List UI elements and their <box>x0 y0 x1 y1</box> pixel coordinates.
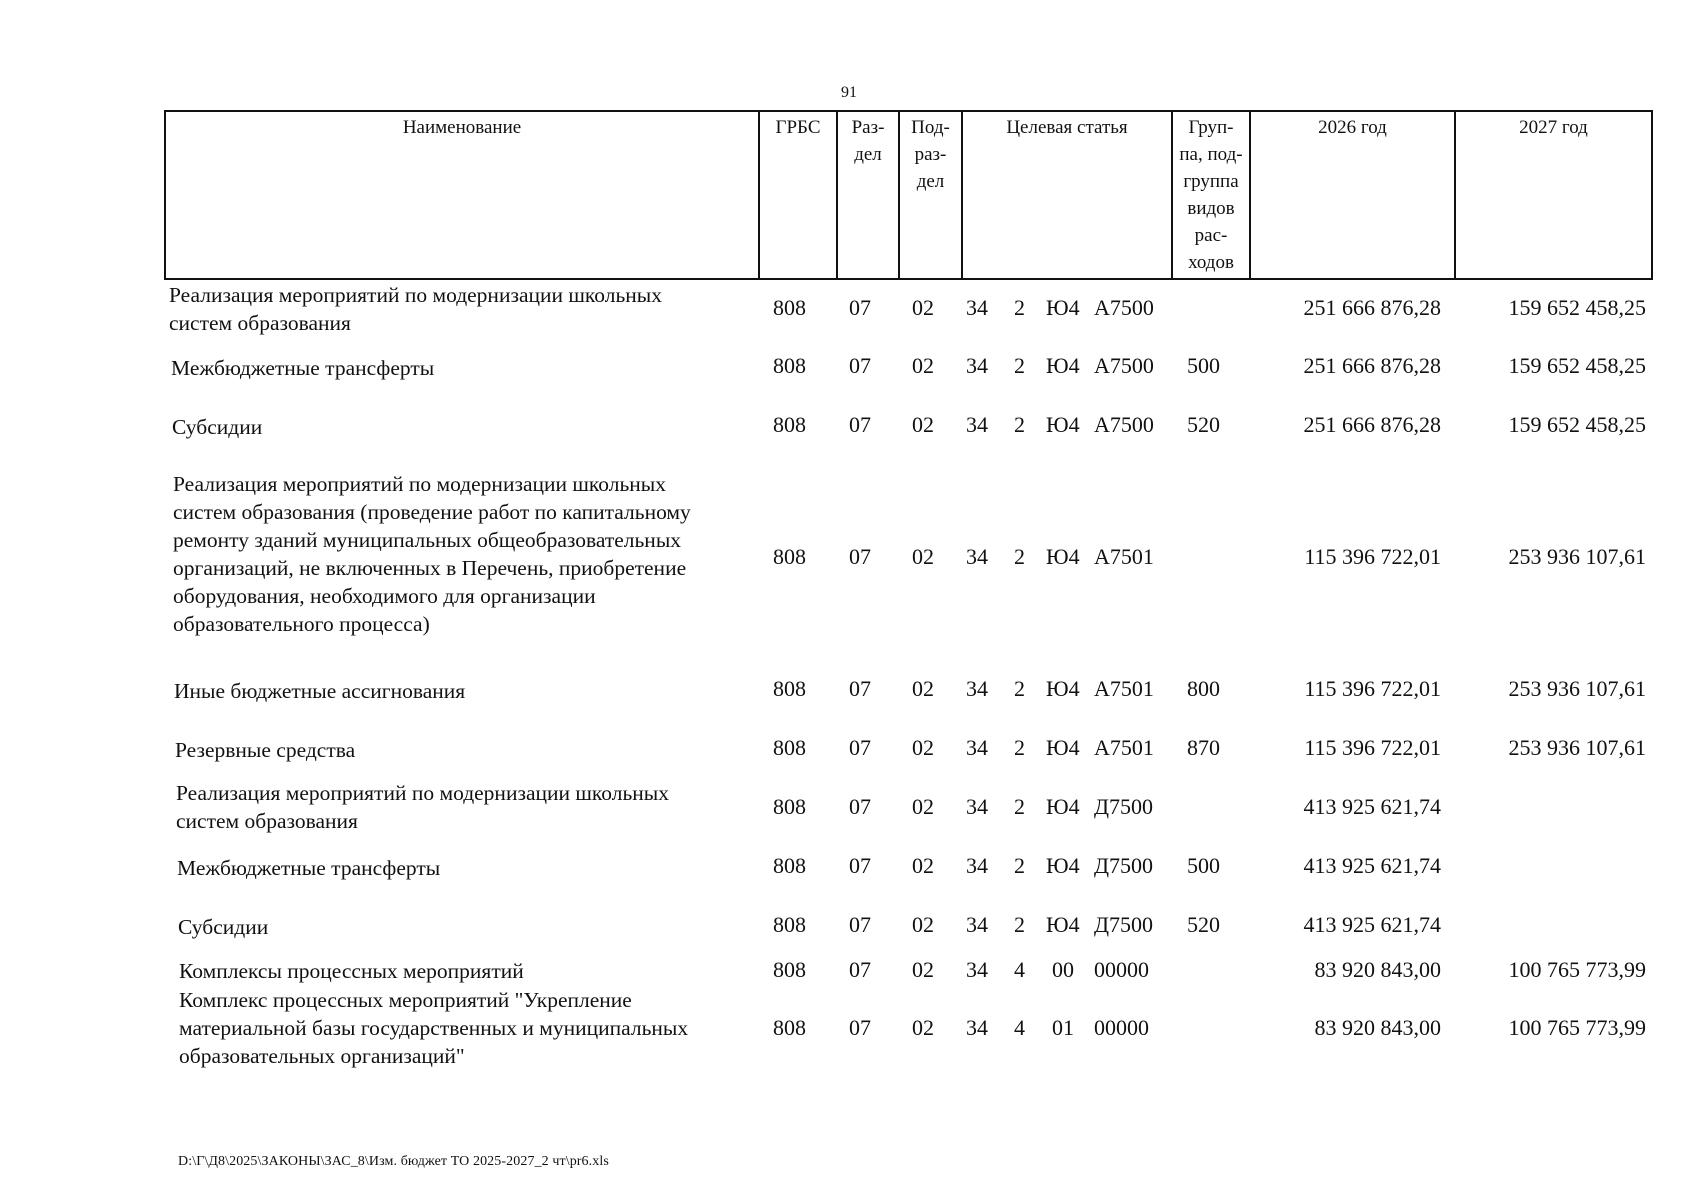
row-grbs: 808 <box>773 353 806 378</box>
row-target-subprogram: 01 <box>1052 1015 1074 1040</box>
row-amount-2027: 253 936 107,61 <box>1508 676 1646 701</box>
row-razdel: 07 <box>849 676 871 701</box>
row-grbs: 808 <box>773 295 806 320</box>
row-target-direction: A7501 <box>1094 676 1154 701</box>
row-grbs: 808 <box>773 735 806 760</box>
row-name: Комплекс процессных мероприятий "Укрепление материальной базы государственных и муниципальных образовательных организаций" <box>179 988 689 1068</box>
row-razdel: 07 <box>849 912 871 937</box>
row-target-subprogram: Ю4 <box>1046 912 1080 937</box>
row-amount-2026: 413 925 621,74 <box>1303 794 1441 819</box>
row-target-direction: A7500 <box>1094 295 1154 320</box>
row-name: Межбюджетные трансферты <box>171 356 435 380</box>
header-grbs: ГРБС <box>758 112 836 278</box>
row-podrazdel: 02 <box>912 353 934 378</box>
row-target-program: 34 <box>966 853 988 878</box>
row-target-type: 2 <box>1014 676 1025 701</box>
row-target-type: 4 <box>1014 957 1025 982</box>
row-razdel: 07 <box>849 957 871 982</box>
row-name: Резервные средства <box>175 738 356 762</box>
row-podrazdel: 02 <box>912 412 934 437</box>
row-amount-2026: 251 666 876,28 <box>1303 412 1441 437</box>
row-target-subprogram: 00 <box>1052 957 1074 982</box>
row-razdel: 07 <box>849 544 871 569</box>
row-podrazdel: 02 <box>912 295 934 320</box>
row-target-direction: A7500 <box>1094 412 1154 437</box>
row-razdel: 07 <box>849 295 871 320</box>
row-name: Субсидии <box>172 415 263 439</box>
row-grbs: 808 <box>773 853 806 878</box>
row-target-subprogram: Ю4 <box>1046 295 1080 320</box>
row-amount-2027: 159 652 458,25 <box>1508 353 1646 378</box>
row-target-direction: Д7500 <box>1094 794 1154 819</box>
row-target-direction: 00000 <box>1094 957 1149 982</box>
row-amount-2026: 83 920 843,00 <box>1314 957 1441 982</box>
row-amount-2027: 159 652 458,25 <box>1508 412 1646 437</box>
row-expense-group: 500 <box>1187 853 1220 878</box>
row-podrazdel: 02 <box>912 1015 934 1040</box>
row-expense-group: 520 <box>1187 912 1220 937</box>
row-name: Реализация мероприятий по модернизации школьных систем образования <box>176 781 669 833</box>
row-expense-group: 500 <box>1187 353 1220 378</box>
row-name: Иные бюджетные ассигнования <box>174 679 466 703</box>
row-target-subprogram: Ю4 <box>1046 544 1080 569</box>
row-podrazdel: 02 <box>912 853 934 878</box>
header-podrazdel: Под- раз- дел <box>898 112 961 278</box>
row-razdel: 07 <box>849 853 871 878</box>
row-grbs: 808 <box>773 957 806 982</box>
row-razdel: 07 <box>849 794 871 819</box>
page-number: 91 <box>841 84 857 101</box>
row-amount-2026: 115 396 722,01 <box>1304 544 1441 569</box>
row-amount-2026: 83 920 843,00 <box>1314 1015 1441 1040</box>
row-target-direction: A7500 <box>1094 353 1154 378</box>
row-name: Комплексы процессных мероприятий <box>179 959 524 983</box>
row-target-type: 2 <box>1014 295 1025 320</box>
header-group: Груп- па, под- группа видов рас- ходов <box>1171 112 1249 278</box>
row-target-subprogram: Ю4 <box>1046 735 1080 760</box>
row-target-type: 2 <box>1014 544 1025 569</box>
row-podrazdel: 02 <box>912 544 934 569</box>
row-target-direction: A7501 <box>1094 544 1154 569</box>
row-target-subprogram: Ю4 <box>1046 353 1080 378</box>
row-grbs: 808 <box>773 544 806 569</box>
row-podrazdel: 02 <box>912 735 934 760</box>
row-amount-2027: 100 765 773,99 <box>1508 957 1646 982</box>
row-target-program: 34 <box>966 544 988 569</box>
row-name: Реализация мероприятий по модернизации школьных систем образования (проведение работ по капитальному ремонту зданий муниципальных общеобразовательных организаций, не включенных в Перечень, приобретение оборудования, необходимого для организации образовательного процесса) <box>173 472 691 636</box>
row-grbs: 808 <box>773 412 806 437</box>
row-target-subprogram: Ю4 <box>1046 794 1080 819</box>
row-target-direction: A7501 <box>1094 735 1154 760</box>
row-target-program: 34 <box>966 912 988 937</box>
row-grbs: 808 <box>773 912 806 937</box>
row-target-program: 34 <box>966 676 988 701</box>
row-target-subprogram: Ю4 <box>1046 853 1080 878</box>
row-target-direction: 00000 <box>1094 1015 1149 1040</box>
row-amount-2026: 413 925 621,74 <box>1303 853 1441 878</box>
row-amount-2026: 251 666 876,28 <box>1303 353 1441 378</box>
row-podrazdel: 02 <box>912 676 934 701</box>
row-grbs: 808 <box>773 676 806 701</box>
row-name: Межбюджетные трансферты <box>177 856 441 880</box>
row-podrazdel: 02 <box>912 957 934 982</box>
row-target-type: 2 <box>1014 912 1025 937</box>
row-razdel: 07 <box>849 412 871 437</box>
header-razdel: Раз- дел <box>836 112 898 278</box>
row-target-program: 34 <box>966 957 988 982</box>
row-name: Субсидии <box>178 915 269 939</box>
row-amount-2026: 115 396 722,01 <box>1304 735 1441 760</box>
row-target-program: 34 <box>966 412 988 437</box>
row-amount-2027: 253 936 107,61 <box>1508 544 1646 569</box>
row-target-type: 2 <box>1014 735 1025 760</box>
row-target-direction: Д7500 <box>1094 912 1154 937</box>
row-target-type: 2 <box>1014 412 1025 437</box>
row-amount-2026: 413 925 621,74 <box>1303 912 1441 937</box>
header-2026: 2026 год <box>1249 112 1454 278</box>
header-name: Наименование <box>402 117 522 138</box>
row-amount-2026: 251 666 876,28 <box>1303 295 1441 320</box>
row-target-program: 34 <box>966 353 988 378</box>
row-target-direction: Д7500 <box>1094 853 1154 878</box>
row-target-program: 34 <box>966 794 988 819</box>
row-expense-group: 800 <box>1187 676 1220 701</box>
row-expense-group: 520 <box>1187 412 1220 437</box>
row-target-program: 34 <box>966 735 988 760</box>
header-target: Целевая статья <box>961 112 1171 278</box>
row-expense-group: 870 <box>1187 735 1220 760</box>
row-target-subprogram: Ю4 <box>1046 676 1080 701</box>
row-grbs: 808 <box>773 794 806 819</box>
row-amount-2027: 100 765 773,99 <box>1508 1015 1646 1040</box>
row-target-type: 2 <box>1014 794 1025 819</box>
row-target-program: 34 <box>966 1015 988 1040</box>
table-header <box>164 110 1653 280</box>
row-amount-2027: 253 936 107,61 <box>1508 735 1646 760</box>
row-razdel: 07 <box>849 1015 871 1040</box>
row-target-type: 2 <box>1014 853 1025 878</box>
row-grbs: 808 <box>773 1015 806 1040</box>
row-name: Реализация мероприятий по модернизации школьных систем образования <box>169 283 662 335</box>
row-target-type: 2 <box>1014 353 1025 378</box>
row-target-program: 34 <box>966 295 988 320</box>
row-razdel: 07 <box>849 353 871 378</box>
row-podrazdel: 02 <box>912 794 934 819</box>
header-2027: 2027 год <box>1454 112 1651 278</box>
row-target-type: 4 <box>1014 1015 1025 1040</box>
row-razdel: 07 <box>849 735 871 760</box>
file-path-footer: D:\Г\Д8\2025\ЗАКОНЫ\ЗАС_8\Изм. бюджет ТО 2025-2027_2 чт\pr6.xls <box>178 1154 609 1169</box>
row-target-subprogram: Ю4 <box>1046 412 1080 437</box>
row-amount-2026: 115 396 722,01 <box>1304 676 1441 701</box>
row-podrazdel: 02 <box>912 912 934 937</box>
row-amount-2027: 159 652 458,25 <box>1508 295 1646 320</box>
